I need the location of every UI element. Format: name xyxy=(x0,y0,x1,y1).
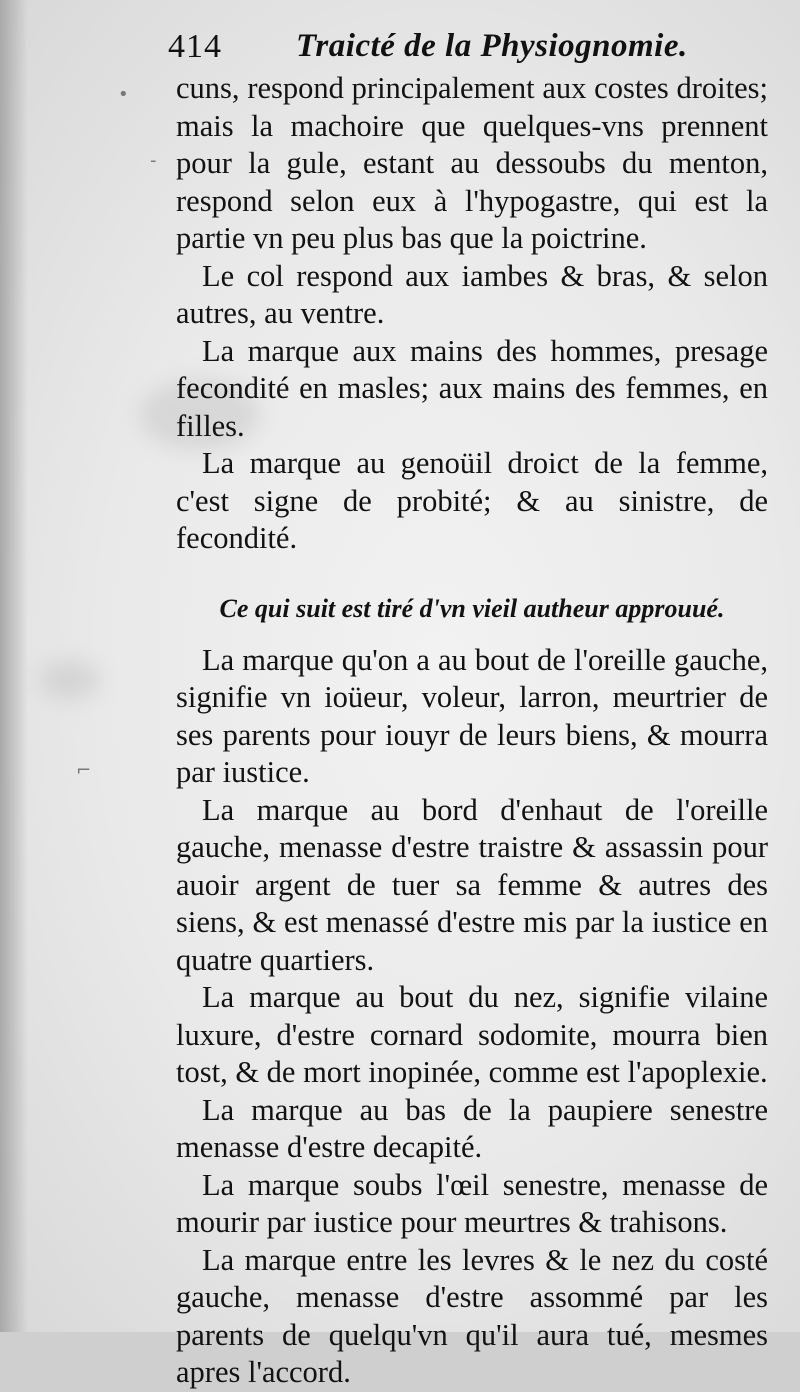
margin-bracket: ⌐ xyxy=(76,760,92,781)
paragraph-oreille-bord: La marque au bord d'enhaut de l'oreille gauche, menasse d'estre traistre & assassin pour auoir argent de tuer sa femme & autres des siens, & est menassé d'estre mis par la iustice en quatre quartiers. xyxy=(176,792,768,977)
paragraph-paupiere: La marque au bas de la paupiere senestre menasse d'estre decapité. xyxy=(176,1092,768,1164)
margin-dash: - xyxy=(150,150,157,171)
paragraph-col: Le col respond aux iambes & bras, & selon autres, au ventre. xyxy=(176,258,768,330)
paragraph-nez: La marque au bout du nez, signifie vilaine luxure, d'estre cornard sodomite, mourra bien tost, & de mort inopinée, comme est l'apoplexie. xyxy=(176,980,768,1089)
paragraph-oeil: La marque soubs l'œil senestre, menasse de mourir par iustice pour meurtres & trahisons. xyxy=(176,1167,768,1239)
ink-smudge xyxy=(40,660,100,700)
page-edge-shadow xyxy=(0,0,28,1332)
paragraph-genouil: La marque au genoüil droict de la femme, c'est signe de probité; & au sinistre, de fecondité. xyxy=(176,446,768,555)
paragraph-oreille-bout: La marque qu'on a au bout de l'oreille gauche, signifie vn ioüeur, voleur, larron, meurtrier de ses parents pour iouyr de leurs biens, & mourra par iustice. xyxy=(176,642,768,789)
running-header xyxy=(168,22,728,72)
opening-paragraph: cuns, respond principalement aux costes droites; mais la machoire que quelques-vns prennent pour la gule, estant au dessoubs du menton, respond selon eux à l'hypogastre, qui est la partie vn peu plus bas que la poictrine. xyxy=(176,71,768,255)
margin-dot: • xyxy=(118,84,129,105)
page-number: 414 xyxy=(168,28,222,65)
paragraph-levres: La marque entre les levres & le nez du costé gauche, menasse d'estre assommé par les parents de quelqu'vn qu'il aura tué, mesmes apres l'accord. xyxy=(176,1242,768,1389)
main-text xyxy=(176,70,768,1392)
section-heading: Ce qui suit est tiré d'vn vieil autheur approuué. xyxy=(219,593,725,623)
running-title: Traicté de la Physiognomie. xyxy=(296,28,688,64)
paragraph-mains: La marque aux mains des hommes, presage fecondité en masles; aux mains des femmes, en filles. xyxy=(176,333,768,443)
